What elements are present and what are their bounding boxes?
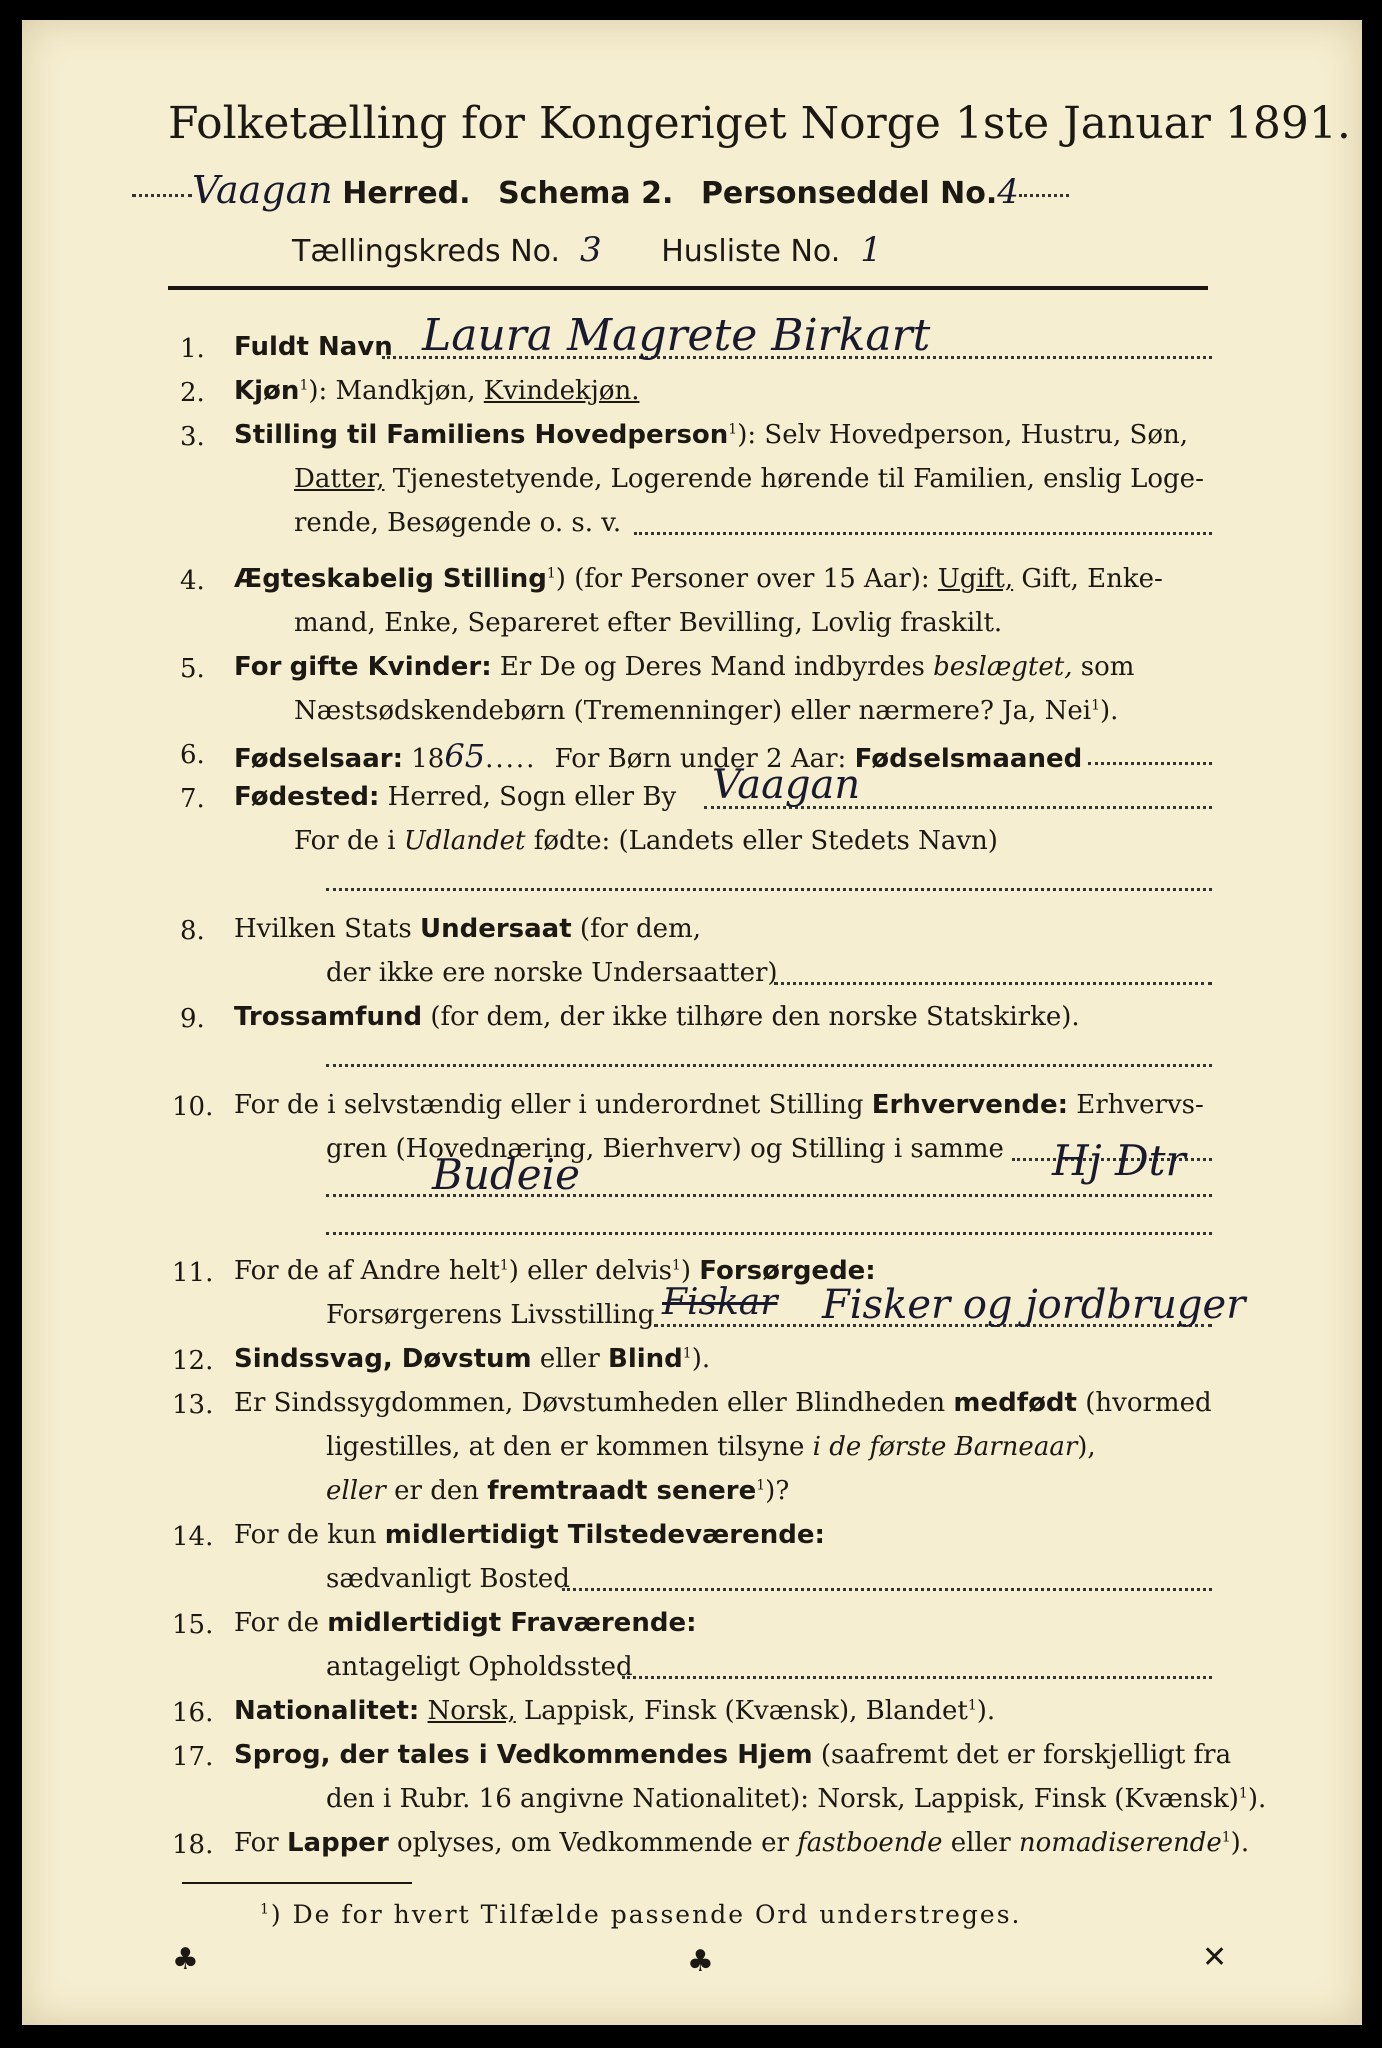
item-17-end: ). — [1247, 1784, 1267, 1814]
birthplace-text: Herred, Sogn eller By — [387, 782, 677, 812]
household-position-options: rende, Besøgende o. s. v. — [294, 508, 622, 538]
item-13-line1 — [234, 1390, 1212, 1416]
congenital-text-end: (hvormed — [1085, 1388, 1212, 1418]
language-label: Sprog, der tales i Vedkommendes Hjem — [234, 1740, 813, 1770]
husliste-handwriting: 1 — [860, 230, 882, 270]
item-5-label-prefix: For — [234, 652, 282, 682]
congenital-line3-end: )? — [765, 1476, 790, 1506]
birth-month-label: Fødselsmaaned — [854, 744, 1083, 774]
item-17-line1 — [234, 1742, 1231, 1768]
schema-label: Schema 2. — [498, 176, 674, 211]
kreds-handwriting: 3 — [580, 230, 602, 270]
language-options: den i Rubr. 16 angivne Nationalitet): Norsk, Lappisk, Finsk (Kvænsk) — [326, 1784, 1239, 1814]
item-number: 7. — [180, 784, 205, 814]
abroad-text-end: fødte: (Landets eller Stedets Navn) — [533, 826, 998, 856]
footnote-ref: 1 — [728, 421, 738, 438]
item-12-end: ). — [691, 1344, 711, 1374]
item-5-text: Er De og Deres Mand indbyrdes — [499, 652, 925, 682]
dotted-line — [622, 1676, 1212, 1679]
temporary-absent-label: midlertidigt Fraværende: — [327, 1608, 697, 1638]
sami-text-mid: oplyses, om Vedkommende er — [397, 1828, 789, 1858]
personseddel-label: Personseddel No. — [700, 176, 998, 211]
herred-handwriting: Vaagan — [192, 168, 333, 212]
congenital-line3: er den — [394, 1476, 479, 1506]
item-3-line3 — [294, 510, 621, 536]
disability-text: eller — [539, 1344, 600, 1374]
item-13-line2 — [326, 1434, 1096, 1460]
printer-mark-left: ♣ — [172, 1942, 199, 1977]
dotted-line — [132, 194, 192, 197]
footnote-text: ) De for hvert Tilfælde passende Ord understreges. — [270, 1900, 1022, 1929]
footnote-ref: 1 — [299, 377, 309, 394]
sami-or: eller — [950, 1828, 1011, 1858]
item-number: 16. — [172, 1698, 214, 1728]
item-2 — [234, 378, 639, 404]
husliste-label: Husliste No. — [661, 234, 841, 269]
header-line-herred — [132, 168, 1069, 212]
dotted-line — [1088, 762, 1212, 765]
item-3-line1 — [234, 422, 1188, 448]
item-number: 2. — [180, 378, 205, 408]
abroad-italic: Udlandet — [403, 826, 526, 856]
item-8-line1 — [234, 916, 701, 942]
abroad-text: For de i — [294, 826, 396, 856]
printer-mark-center: ♣ — [687, 1944, 714, 1979]
item-4-line2: mand, Enke, Separeret efter Bevilling, Lovlig fraskilt. — [294, 608, 1003, 638]
item-number: 11. — [172, 1258, 214, 1288]
birth-year-prefix: 18 — [411, 744, 445, 774]
congenital-text: Er Sindssygdommen, Døvstumheden eller Blindheden — [234, 1388, 946, 1418]
item-14-line2: sædvanligt Bosted — [326, 1564, 570, 1594]
footnote-mark: 1 — [260, 1901, 271, 1918]
sami-settled: fastboende — [797, 1828, 943, 1858]
item-5-text-end: som — [1080, 652, 1135, 682]
dotted-line — [326, 888, 1212, 891]
item-9 — [234, 1004, 1080, 1030]
item-15-line1 — [234, 1610, 696, 1636]
language-text: (saafremt det er forskjelligt fra — [820, 1740, 1232, 1770]
dotted-line — [634, 532, 1212, 535]
citizenship-text-end: (for dem, — [579, 914, 701, 944]
item-16-end: ). — [976, 1696, 996, 1726]
item-5-question: Næstsødskendebørn (Tremenninger) eller nærmere? Ja, Nei — [294, 696, 1092, 726]
nationality-options: Lappisk, Finsk (Kvænsk), Blandet — [524, 1696, 968, 1726]
item-5-end: ). — [1099, 696, 1119, 726]
birthplace-handwriting: Vaagan — [712, 762, 861, 808]
birthplace-label: Fødested: — [234, 782, 380, 812]
item-11-line1: For de af Andre helt$^1$) eller delvis$^1$) Forsørgede: — [234, 1256, 876, 1286]
birth-year-label: Fødselsaar: — [234, 744, 403, 774]
item-number: 18. — [172, 1830, 214, 1860]
item-number: 8. — [180, 916, 205, 946]
temporary-present-label: midlertidigt Tilstedeværende: — [384, 1520, 825, 1550]
occupation-label: Erhvervende: — [871, 1090, 1069, 1120]
dotted-line — [326, 1232, 1212, 1235]
sex-label: Kjøn — [234, 376, 300, 406]
item-11-line2: Forsørgerens Livsstilling — [326, 1300, 655, 1330]
item-6: Fødselsaar: 1865..... For Børn under 2 Aar: Fødselsmaaned — [234, 737, 1083, 775]
religion-label: Trossamfund — [234, 1002, 423, 1032]
item-number: 14. — [172, 1522, 214, 1552]
item-1 — [234, 334, 393, 360]
sami-text: For — [234, 1828, 279, 1858]
item-13-line3: eller er den fremtraadt senere$^1$)? — [326, 1476, 790, 1506]
item-number: 17. — [172, 1742, 214, 1772]
citizenship-text: Hvilken Stats — [234, 914, 412, 944]
census-form-page — [22, 20, 1362, 2025]
under-two-text: For Børn under 2 Aar: — [554, 744, 847, 774]
item-5-line2: Næstsødskendebørn (Tremenninger) eller nærmere? Ja, Nei$^1$). — [294, 696, 1119, 726]
congenital-line3-italic: eller — [326, 1476, 386, 1506]
personseddel-handwriting: 4 — [997, 172, 1019, 212]
religion-text: (for dem, der ikke tilhøre den norske Statskirke). — [430, 1002, 1080, 1032]
household-position-label: Stilling til Familiens Hovedperson — [234, 420, 729, 450]
sami-nomadic: nomadiserende — [1018, 1828, 1222, 1858]
item-4-line1 — [234, 566, 1163, 592]
temporary-absent-text: For de — [234, 1608, 319, 1638]
footnote-ref: 1 — [546, 565, 556, 582]
occupation-relation-handwriting: Hj Dtr — [1052, 1136, 1186, 1185]
supporter-occupation-handwriting: Fisker og jordbruger — [822, 1282, 1246, 1328]
temporary-present-text: For de kun — [234, 1520, 377, 1550]
item-number: 3. — [180, 422, 205, 452]
full-name-handwriting: Laura Magrete Birkart — [422, 310, 931, 361]
kreds-label: Tællingskreds No. — [292, 234, 560, 269]
item-10-line2: gren (Hovednæring, Bierhverv) og Stilling i samme — [326, 1134, 1004, 1164]
item-5-line1 — [234, 654, 1134, 680]
item-number: 15. — [172, 1610, 214, 1640]
item-number: 4. — [180, 566, 205, 596]
herred-label: Herred. — [342, 176, 471, 211]
marital-status-label: Ægteskabelig Stilling — [234, 564, 547, 594]
dotted-line — [774, 982, 1212, 985]
dotted-line — [562, 1588, 1212, 1591]
item-5-italic: beslægtet, — [933, 652, 1073, 682]
item-number: 5. — [180, 654, 205, 684]
struck-handwriting: Fiskar — [662, 1282, 778, 1323]
marital-status-text: ) (for Personer over 15 Aar): — [555, 564, 930, 594]
supported-text-mid: ) eller delvis — [508, 1256, 672, 1286]
item-number: 1. — [180, 334, 205, 364]
sex-selected: Kvindekjøn. — [483, 376, 640, 406]
dotted-line — [326, 1064, 1212, 1067]
blind-label: Blind — [608, 1344, 683, 1374]
occupation-text: For de i selvstændig eller i underordnet Stilling — [234, 1090, 864, 1120]
congenital-line2-end: ), — [1077, 1432, 1096, 1462]
sami-label: Lapper — [286, 1828, 389, 1858]
sex-options: ): Mandkjøn, — [308, 376, 476, 406]
header-rule — [168, 286, 1208, 290]
marital-status-options: Gift, Enke- — [1021, 564, 1163, 594]
nationality-selected: Norsk, — [427, 1696, 516, 1726]
item-18: For Lapper oplyses, om Vedkommende er fastboende eller nomadiserende$^1$). — [234, 1828, 1250, 1858]
item-3-line2 — [294, 466, 1204, 492]
disability-label: Sindssvag, Døvstum — [234, 1344, 532, 1374]
item-number: 12. — [172, 1346, 214, 1376]
occupation-handwriting: Budeie — [432, 1150, 580, 1199]
dotted-line — [326, 1194, 1212, 1197]
item-17-line2: den i Rubr. 16 angivne Nationalitet): Norsk, Lappisk, Finsk (Kvænsk)$^1$). — [326, 1784, 1267, 1814]
supported-text: For de af Andre helt — [234, 1256, 500, 1286]
married-women-label: gifte Kvinder: — [289, 652, 492, 682]
item-12: Sindssvag, Døvstum eller Blind$^1$). — [234, 1344, 711, 1374]
later-onset-label: fremtraadt senere — [487, 1476, 757, 1506]
citizenship-label: Undersaat — [419, 914, 572, 944]
congenital-italic: i de første Barneaar — [812, 1432, 1078, 1462]
item-18-end: ). — [1230, 1828, 1250, 1858]
item-number: 13. — [172, 1390, 214, 1420]
item-16: Nationalitet: Norsk, Lappisk, Finsk (Kvænsk), Blandet$^1$). — [234, 1696, 996, 1726]
item-number: 9. — [180, 1004, 205, 1034]
item-7-line2 — [294, 828, 998, 854]
printer-mark-right: ✕ — [1202, 1940, 1228, 1975]
supported-label: Forsørgede: — [699, 1256, 876, 1286]
item-14-line1 — [234, 1522, 825, 1548]
footnote-rule — [182, 1882, 412, 1884]
form-title: Folketælling for Kongeriget Norge 1ste Januar 1891. — [168, 98, 1351, 149]
footnote — [260, 1900, 1021, 1929]
item-number: 10. — [172, 1092, 214, 1122]
marital-status-selected: Ugift, — [937, 564, 1014, 594]
congenital-line2: ligestilles, at den er kommen tilsyne — [326, 1432, 805, 1462]
item-number: 6. — [180, 740, 205, 770]
household-position-selected: Datter, — [294, 464, 385, 494]
nationality-label: Nationalitet: — [234, 1696, 420, 1726]
header-line-kreds — [292, 230, 902, 270]
birth-year-handwriting: 65 — [444, 737, 486, 775]
congenital-label: medfødt — [953, 1388, 1077, 1418]
item-8-line2: der ikke ere norske Undersaatter) — [326, 958, 778, 988]
occupation-text-end: Erhvervs- — [1076, 1090, 1204, 1120]
item-15-line2: antageligt Opholdssted — [326, 1652, 633, 1682]
household-position-options: Tjenestetyende, Logerende hørende til Familien, enslig Loge- — [392, 464, 1204, 494]
item-10-line1 — [234, 1092, 1204, 1118]
household-position-options: ): Selv Hovedperson, Hustru, Søn, — [737, 420, 1189, 450]
full-name-label: Fuldt Navn — [234, 332, 393, 362]
item-7-line1 — [234, 784, 676, 810]
dotted-line — [1019, 194, 1069, 197]
